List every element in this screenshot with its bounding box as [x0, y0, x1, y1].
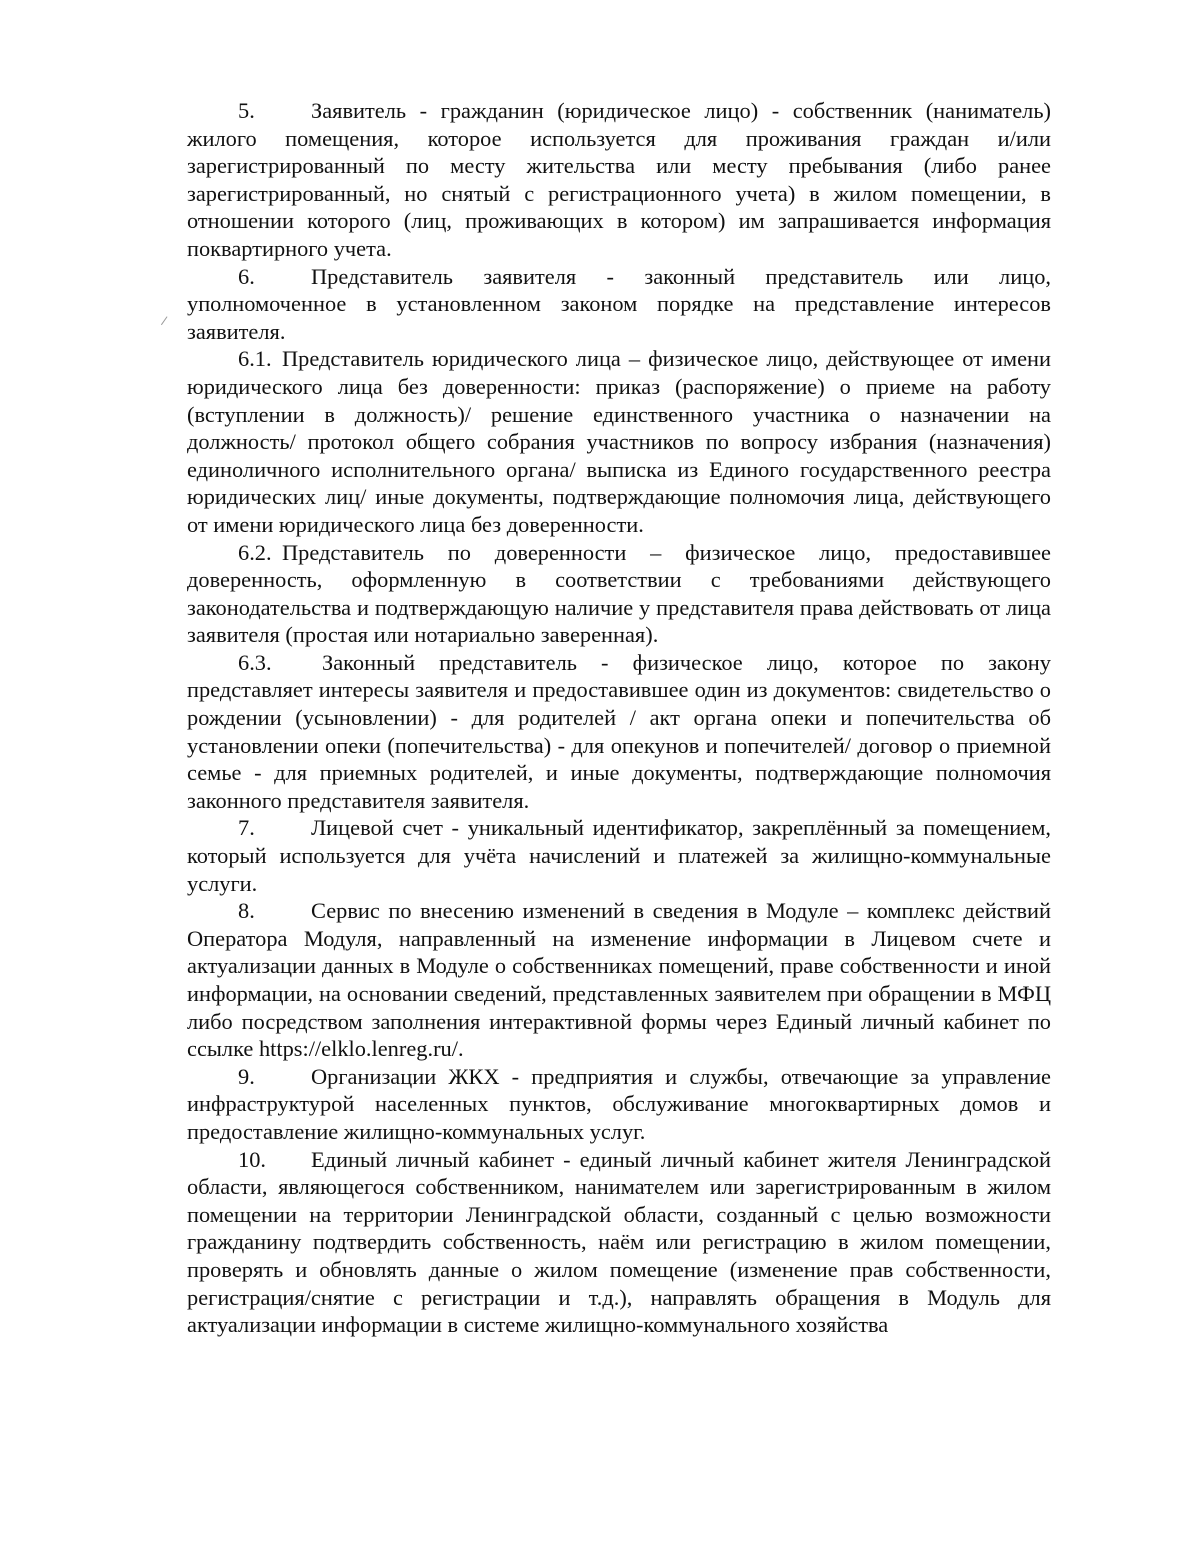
paragraph-9	[187, 1063, 1051, 1146]
paragraph-number: 10.	[238, 1146, 266, 1172]
paragraph-10	[187, 1146, 1051, 1339]
paragraph-6	[187, 263, 1051, 346]
paragraph-number: 9.	[238, 1063, 255, 1089]
paragraph-number: 8.	[238, 898, 255, 924]
paragraph-text: Представитель по доверенности – физическое лицо, предоставившее доверенность, оформленную в соответствии с требованиями действующего законодательства и подтверждающую наличие у представителя права действовать от лица заявителя (простая или нотариально заверенная).	[187, 539, 1051, 648]
scan-mark	[161, 316, 174, 329]
paragraph-text: Представитель заявителя - законный представитель или лицо, уполномоченное в установленном законом порядке на представление интересов заявителя.	[187, 263, 1051, 344]
paragraph-5	[187, 97, 1051, 263]
paragraph-number: 5.	[238, 98, 255, 123]
paragraph-text: Заявитель - гражданин (юридическое лицо) - собственник (наниматель) жилого помещения, которое используется для проживания граждан и/или зарегистрированный по месту жительства или месту пребывания (либо ранее зарегистрированный, но снятый с регистрационного учета) в жилом помещении, в отношении которого (лиц, проживающих в котором) им запрашивается информация поквартирного учета.	[187, 98, 1051, 261]
paragraph-6-1	[187, 345, 1051, 538]
paragraph-text: Единый личный кабинет - единый личный кабинет жителя Ленинградской области, являющегося собственником, нанимателем или зарегистрированным в жилом помещении на территории Ленинградской области, созданный с целью возможности гражданину подтвердить собственность, наём или регистрацию в жилом помещении, проверять и обновлять данные о жилом помещение (изменение прав собственности, регистрация/снятие с регистрации и т.д.), направлять обращения в Модуль для актуализации информации в системе жилищно-коммунального хозяйства	[187, 1146, 1051, 1338]
document-body	[187, 97, 1051, 1339]
paragraph-text: Сервис по внесению изменений в сведения в Модуле – комплекс действий Оператора Модуля, направленный на изменение информации в Лицевом счете и актуализации данных в Модуле о собственниках помещений, праве собственности и иной информации, на основании сведений, представленных заявителем при обращении в МФЦ либо посредством заполнения интерактивной формы через Единый личный кабинет по ссылке https://elklo.lenreg.ru/.	[187, 898, 1051, 1062]
paragraph-8	[187, 897, 1051, 1063]
paragraph-6-2	[187, 539, 1051, 649]
paragraph-text: Представитель юридического лица – физическое лицо, действующее от имени юридического лица без доверенности: приказ (распоряжение) о приеме на работу (вступлении в должность)/ решение единственного участника о назначении на должность/ протокол общего собрания участников по вопросу избрания (назначения) единоличного исполнительного органа/ выписка из Единого государственного реестра юридических лиц/ иные документы, подтверждающие полномочия лица, действующего от имени юридического лица без доверенности.	[187, 346, 1051, 537]
paragraph-7	[187, 814, 1051, 897]
paragraph-number: 6.	[238, 263, 255, 289]
paragraph-6-3	[187, 649, 1051, 815]
paragraph-number: 7.	[238, 815, 255, 841]
paragraph-text: Лицевой счет - уникальный идентификатор, закреплённый за помещением, который используется для учёта начислений и платежей за жилищно-коммунальные услуги.	[187, 815, 1051, 896]
paragraph-text: Организации ЖКХ - предприятия и службы, отвечающие за управление инфраструктурой населенных пунктов, обслуживание многоквартирных домов и предоставление жилищно-коммунальных услуг.	[187, 1063, 1051, 1144]
paragraph-number: 6.2.	[238, 539, 272, 565]
paragraph-text: Законный представитель - физическое лицо, которое по закону представляет интересы заявителя и предоставившее один из документов: свидетельство о рождении (усыновлении) - для родителей / акт органа опеки и попечительства об установлении опеки (попечительства) - для опекунов и попечителей/ договор о приемной семье - для приемных родителей, и иные документы, подтверждающие полномочия законного представителя заявителя.	[187, 649, 1051, 813]
paragraph-number: 6.3.	[238, 649, 272, 675]
paragraph-number: 6.1.	[238, 346, 272, 372]
